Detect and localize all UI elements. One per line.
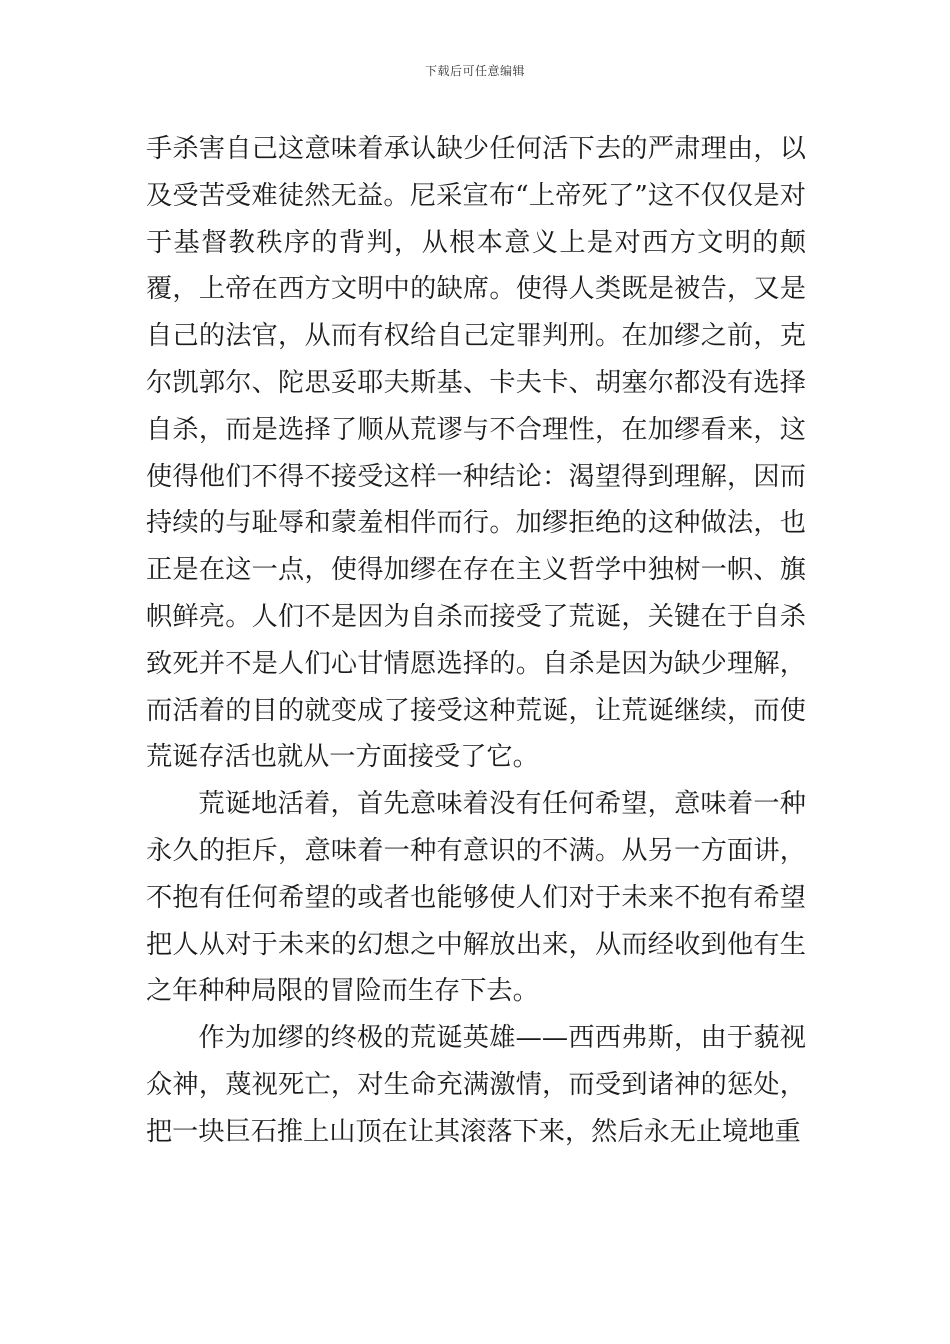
paragraph-continued: 手杀害自己这意味着承认缺少任何活下去的严肃理由，以及受苦受难徒然无益。尼采宣布“上帝死了”这不仅仅是对于基督教秩序的背判，从根本意义上是对西方文明的颠覆，上帝在西方文明中的缺席。使得人类既是被告，又是自己的法官，从而有权给自己定罪判刑。在加缪之前，克尔凯郭尔、陀思妥耶夫斯基、卡夫卡、胡塞尔都没有选择自杀，而是选择了顺从荒谬与不合理性，在加缪看来，这使得他们不得不接受这样一种结论：渴望得到理解，因而持续的与耻辱和蒙羞相伴而行。加缪拒绝的这种做法，也正是在这一点，使得加缪在存在主义哲学中独树一帜、旗帜鲜亮。人们不是因为自杀而接受了荒诞，关键在于自杀致死并不是人们心甘情愿选择的。自杀是因为缺少理解，而活着的目的就变成了接受这种荒诞，让荒诞继续，而使荒诞存活也就从一方面接受了它。 (146, 134, 806, 773)
document-body (146, 126, 806, 1156)
paragraph: 荒诞地活着，首先意味着没有任何希望，意味着一种永久的拒斥，意味着一种有意识的不满。从另一方面讲，不抱有任何希望的或者也能够使人们对于未来不抱有希望把人从对于未来的幻想之中解放出来，从而经收到他有生之年种种局限的冒险而生存下去。 (146, 789, 806, 1007)
page-header: 下载后可任意编辑 (424, 64, 525, 78)
paragraph: 作为加缪的终极的荒诞英雄——西西弗斯，由于藐视众神，蔑视死亡，对生命充满激情，而受到诸神的惩处，把一块巨石推上山顶在让其滚落下来，然后永无止境地重 (146, 1023, 806, 1147)
